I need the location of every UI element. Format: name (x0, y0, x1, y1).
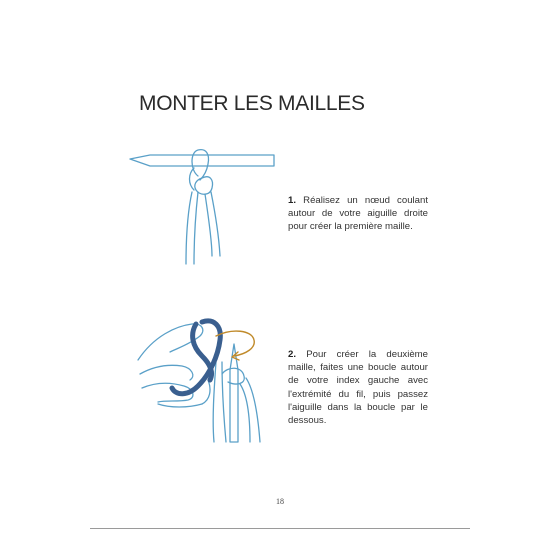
needle-slipknot-illustration (126, 140, 276, 270)
finger-loop-needle-illustration (130, 300, 280, 450)
page-number: 18 (276, 497, 284, 506)
step-1-number: 1. (288, 195, 297, 206)
step-2-body: Pour créer la deuxième maille, faites une boucle autour de votre index gauche avec l'extrémité du fil, puis passez l'aiguille dans la boucle par le dessous. (288, 349, 428, 427)
step-1-text (288, 194, 428, 234)
yarn-strand (186, 192, 192, 264)
bottom-divider (90, 528, 470, 529)
needle-shape (130, 155, 274, 166)
knot-loop (192, 150, 209, 180)
step-2-number: 2. (288, 349, 297, 360)
step-1-body: Réalisez un nœud coulant autour de votre aiguille droite pour créer la première maille. (288, 195, 428, 233)
yarn-loop (172, 321, 220, 394)
page-title: MONTER LES MAILLES (139, 92, 365, 115)
step-2-text (288, 348, 428, 427)
